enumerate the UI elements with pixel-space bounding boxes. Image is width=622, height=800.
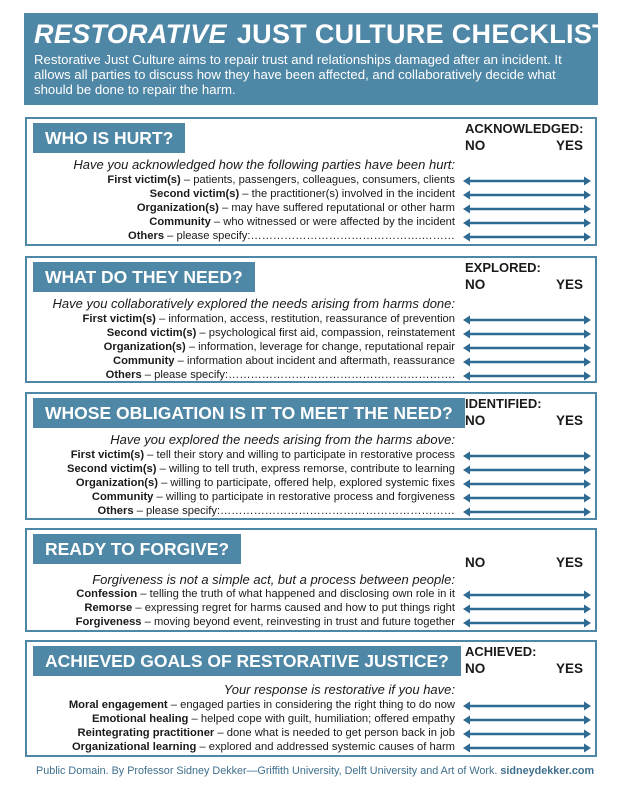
section-prompt: Your response is restorative if you have:: [223, 682, 455, 697]
section-prompt: Have you collaboratively explored the needs arising from harms done:: [52, 296, 455, 311]
no-label: NO: [465, 413, 486, 428]
no-label: NO: [465, 277, 486, 292]
checklist-row: Organization(s) – may have suffered reputational or other harm: [136, 202, 455, 214]
section-ready-to-forgive: [25, 528, 597, 632]
no-label: NO: [465, 661, 486, 676]
section-prompt: Forgiveness is not a simple act, but a process between people:: [92, 572, 455, 587]
intro-text: Restorative Just Culture aims to repair trust and relationships damaged after an incident. It allows all parties to discuss how they have been affected, and collaboratively decide what should be done to repair the harm.: [34, 52, 562, 97]
checklist-row: Organizational learning – explored and addressed systemic causes of harm: [71, 741, 455, 753]
no-label: NO: [465, 138, 486, 153]
checklist-row: Community – willing to participate in restorative process and forgiveness: [91, 491, 455, 503]
yes-label: YES: [555, 277, 583, 292]
checklist-row: Others – please specify:……………………………………….………: [128, 230, 455, 242]
no-label: NO: [465, 555, 486, 570]
section-achieved-goals: [25, 640, 597, 757]
rating-slider[interactable]: [463, 190, 591, 200]
section-title: WHO IS HURT?: [33, 123, 185, 153]
checklist-row: Forgiveness – moving beyond event, reinvesting in trust and future together: [75, 616, 455, 628]
rating-slider[interactable]: [463, 618, 591, 628]
checklist-row: Second victim(s) – the practitioner(s) involved in the incident: [149, 188, 455, 200]
yes-label: YES: [555, 555, 583, 570]
checklist-row: Moral engagement – engaged parties in considering the right thing to do now: [68, 699, 455, 711]
yes-label: YES: [555, 138, 583, 153]
rating-slider[interactable]: [463, 729, 591, 739]
title-rest: JUST CULTURE CHECKLIST: [236, 19, 609, 49]
rating-slider[interactable]: [463, 590, 591, 600]
section-what-do-they-need: [25, 256, 597, 383]
checklist-row: Confession – telling the truth of what happened and disclosing own role in it: [76, 588, 455, 600]
yes-label: YES: [555, 413, 583, 428]
rating-slider[interactable]: [463, 232, 591, 242]
section-title: WHAT DO THEY NEED?: [33, 262, 255, 292]
rating-slider[interactable]: [463, 465, 591, 475]
checklist-row: Community – information about incident and aftermath, reassurance: [112, 355, 455, 367]
checklist-row: Second victim(s) – willing to tell truth, express remorse, contribute to learning: [66, 463, 455, 475]
rating-slider[interactable]: [463, 743, 591, 753]
rating-slider[interactable]: [463, 371, 591, 381]
rating-slider[interactable]: [463, 715, 591, 725]
checklist-row: Remorse – expressing regret for harms caused and how to put things right: [84, 602, 455, 614]
checklist-row: Others – please specify:…………………………………………………….: [105, 369, 455, 381]
section-title: READY TO FORGIVE?: [33, 534, 241, 564]
rating-slider[interactable]: [463, 204, 591, 214]
status-label: ACHIEVED:: [465, 644, 537, 659]
checklist-row: First victim(s) – patients, passengers, colleagues, consumers, clients: [107, 174, 455, 186]
checklist-row: Emotional healing – helped cope with guilt, humiliation; offered empathy: [92, 713, 455, 725]
rating-slider[interactable]: [463, 315, 591, 325]
rating-slider[interactable]: [463, 507, 591, 517]
rating-slider[interactable]: [463, 329, 591, 339]
checklist-row: Community – who witnessed or were affected by the incident: [149, 216, 455, 228]
checklist-row: Others – please specify:………………………………………………………: [97, 505, 455, 517]
checklist-row: Reintegrating practitioner – done what is needed to get person back in job: [77, 727, 455, 739]
rating-slider[interactable]: [463, 701, 591, 711]
checklist-row: Second victim(s) – psychological first aid, compassion, reinstatement: [106, 327, 455, 339]
website-link[interactable]: sidneydekker.com: [500, 765, 595, 777]
title-italic: RESTORATIVE: [34, 19, 227, 49]
credit-text: Public Domain. By Professor Sidney Dekker—Griffith University, Delft University and Art of Work.: [36, 765, 501, 777]
header-banner: [24, 13, 609, 105]
page-title: [34, 19, 609, 49]
section-title: ACHIEVED GOALS OF RESTORATIVE JUSTICE?: [33, 646, 461, 676]
section-prompt: Have you acknowledged how the following parties have been hurt:: [73, 157, 455, 172]
checklist-row: Organization(s) – willing to participate, offered help, explored systemic fixes: [75, 477, 455, 489]
section-who-is-hurt: [25, 117, 597, 246]
rating-slider[interactable]: [463, 451, 591, 461]
rating-slider[interactable]: [463, 479, 591, 489]
checklist-row: Organization(s) – information, leverage for change, reputational repair: [103, 341, 455, 353]
checklist-row: First victim(s) – information, access, restitution, reassurance of prevention: [82, 313, 455, 325]
checklist-row: First victim(s) – tell their story and willing to participate in restorative process: [70, 449, 455, 461]
rating-slider[interactable]: [463, 218, 591, 228]
status-label: ACKNOWLEDGED:: [465, 121, 584, 136]
footer-credit: [36, 765, 594, 777]
section-title: WHOSE OBLIGATION IS IT TO MEET THE NEED?: [33, 398, 465, 428]
section-prompt: Have you explored the needs arising from the harms above:: [110, 432, 455, 447]
yes-label: YES: [555, 661, 583, 676]
rating-slider[interactable]: [463, 604, 591, 614]
rating-slider[interactable]: [463, 176, 591, 186]
rating-slider[interactable]: [463, 343, 591, 353]
status-label: EXPLORED:: [465, 260, 541, 275]
rating-slider[interactable]: [463, 493, 591, 503]
rating-slider[interactable]: [463, 357, 591, 367]
section-whose-obligation: [25, 392, 597, 520]
status-label: IDENTIFIED:: [465, 396, 542, 411]
